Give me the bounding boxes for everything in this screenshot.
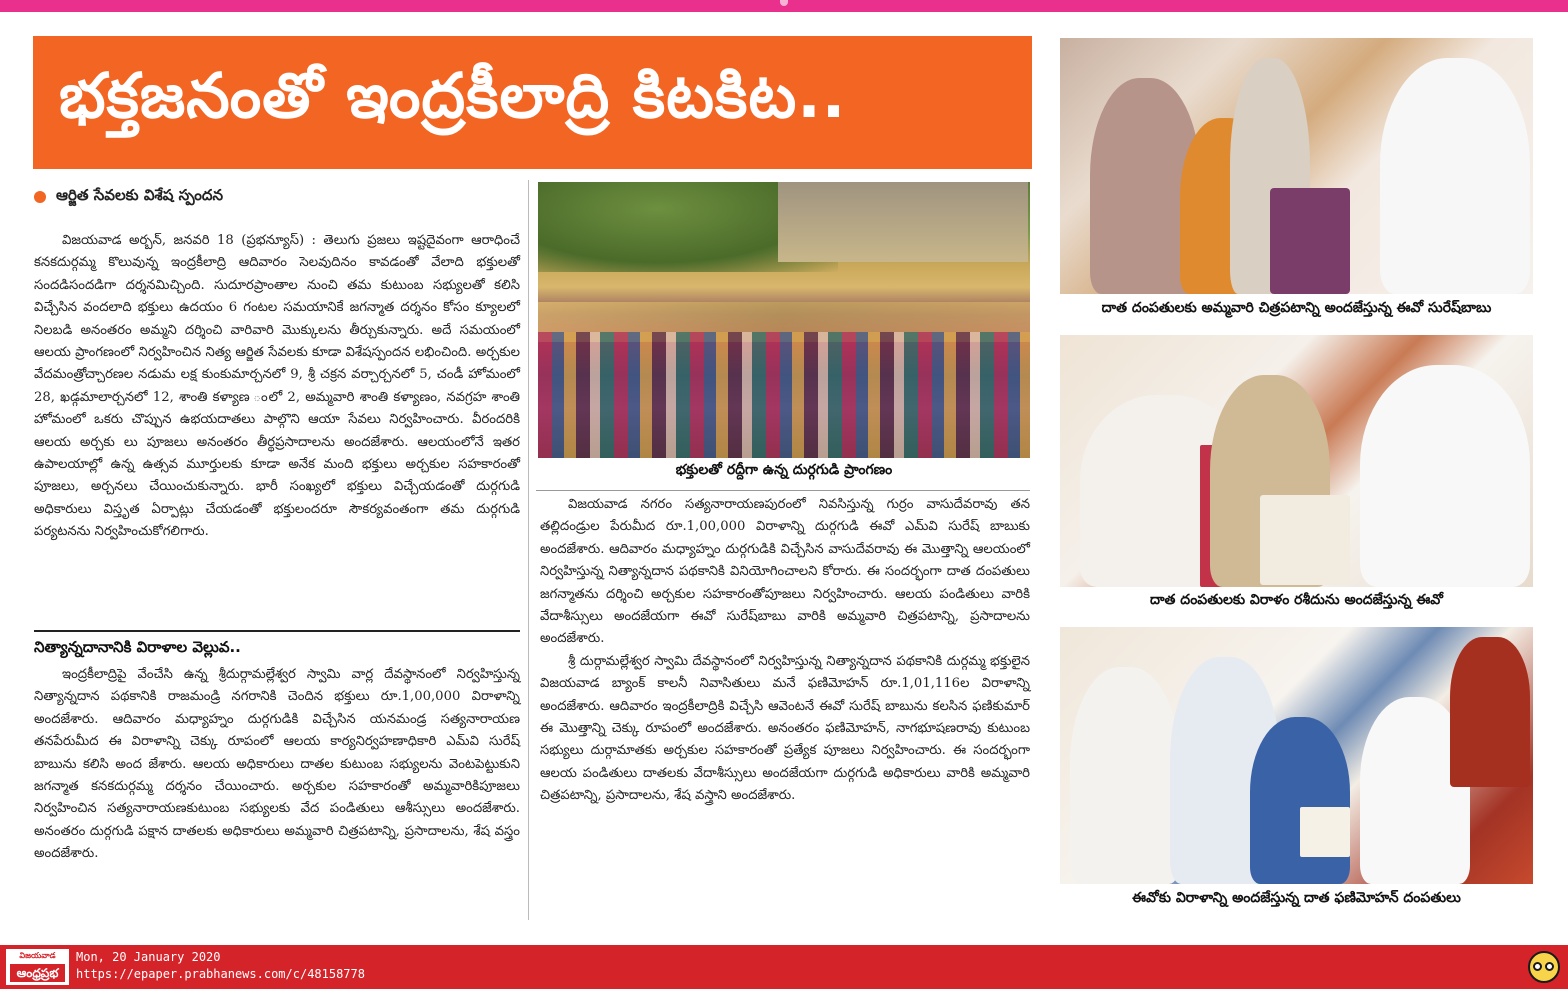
cheque — [1300, 807, 1350, 857]
footer-meta — [76, 949, 365, 983]
story-paragraph: విజయవాడ అర్బన్, జనవరి 18 (ప్రభన్యూస్) : తెలుగు ప్రజలు ఇష్టదైవంగా ఆరాధించే కనకదుర్గమ్మ కొలువున్న ఇంద్రకీలాద్రి ఆదివారం సెలవుదినం కావడంతో వేలాది భక్తులతో సందడిసందడిగా దర్శనమిచ్చింది. సుదూరప్రాంతాల నుంచి తమ కుటుంబ సభ్యులతో కలిసి విచ్చేసిన వందలాది భక్తులు ఉదయం 6 గంటల సమయానికే జగన్మాత దర్శనం కోసం క్యూలలో నిలబడి అనంతరం అమ్మని దర్శించి వారివారి మొక్కులను తీర్చుకున్నారు. అదే సమయంలో ఆలయ ప్రాంగణంలో నిర్వహించిన నిత్య ఆర్జిత సేవలకు కూడా విశేషస్పందన లభించింది. అర్చకుల వేదమంత్రోచ్చారణల నడుమ లక్ష కుంకుమార్చనలో 9, శ్రీ చక్రన వర్చార్చనలో 5, చండీ హోమంలో 28, ఖడ్గమాలార్చనలో 12, శాంతి కళ్యాణ ంలో 2, అమ్మవారి శాంతి కళ్యాణం, నవగ్రహ శాంతి హోమంలో ఒకరు చొప్పున ఉభయదాతలు పాల్గొని ఆయా సేవలు నిర్వహించారు. వీరందరికి ఆలయ అర్చకు లు పూజలు అనంతరం తీర్థప్రసాదాలను అందజేశారు. ఆలయంలోనే ఇతర ఉపాలయాల్లో ఉన్న ఉత్సవ మూర్తులకు కూడా అనేక మంది భక్తులు అర్చకుల సహకారంతో పూజలు, అర్చనలు చేయించుకున్నారు. భారీ సంఖ్యలో భక్తులు విచ్చేయడంతో దుర్గగుడి అధికారులు విస్తృత ఏర్పాట్లు చేయడంతో భక్తులందరూ సౌకర్యవంతంగా తమ దుర్గగుడి పర్యటనను నిర్వహించుకోగలిగారు. — [34, 233, 520, 540]
mid-divider — [536, 490, 1030, 491]
temple-tower — [778, 182, 1028, 262]
donation-paragraph: ఇంద్రకీలాద్రిపై వేంచేసి ఉన్న శ్రీదుర్గామల్లేశ్వర స్వామి వార్ల దేవస్థానంలో నిర్వహిస్తున్న నిత్యాన్నదాన పథకానికి రాజమండ్రి నగరానికి చెందిన భక్తులు రూ.1,00,000 విరాళాన్ని అందజేశారు. ఆదివారం మధ్యాహ్నం దుర్గగుడికి విచ్చేసిన యనమండ్ర సత్యనారాయణ తనపేరుమీద ఈ విరాళాన్ని చెక్కు రూపంలో ఆలయ కార్యనిర్వహణాధికారి ఎమ్‌వి సురేష్ బాబును కలిసి అంద జేశారు. ఆలయ అధికారులు దాతల కుటుంబ సభ్యులను వెంటపెట్టుకుని జగన్మాత కనకదుర్గమ్మ దర్శనం చేయించారు. అర్చకుల సహకారంతో అమ్మవారికిపూజలు నిర్వహించిన సత్యనారాయణకుటుంబ సభ్యులకు వేద పండితులు ఆశీస్సులు అందజేశారు. అనంతరం దుర్గగుడి పక్షాన దాతలకు అధికారులు అమ్మవారి చిత్రపటాన్ని, ప్రసాదాలను, శేష వస్త్రం అందజేశారు. — [34, 667, 520, 862]
epaper-url[interactable]: https://epaper.prabhanews.com/c/48158778 — [76, 967, 365, 981]
person-figure — [1250, 717, 1350, 884]
story-column-left — [34, 230, 520, 544]
owl-eye-icon — [1533, 962, 1542, 971]
framed-picture — [1270, 188, 1350, 294]
person-figure — [1360, 365, 1530, 587]
column-divider — [528, 180, 529, 920]
bullet-icon — [34, 191, 46, 203]
owl-mascot-icon[interactable] — [1528, 951, 1560, 983]
photo-cheque-presentation — [1060, 627, 1533, 884]
photo1-caption: దాత దంపతులకు అమ్మవారి చిత్రపటాన్ని అందజేస్తున్న ఈవో సురేష్‌బాబు — [1101, 300, 1492, 316]
person-figure — [1380, 58, 1530, 294]
story-column-middle — [540, 494, 1030, 808]
person-figure — [1070, 667, 1180, 884]
photo3-caption: ఈవోకు విరాళాన్ని అందజేస్తున్న దాత ఫణిమోహన్ దంపతులు — [1132, 890, 1461, 906]
edition-date: Mon, 20 January 2020 — [76, 950, 221, 964]
strip-marker — [780, 0, 788, 6]
photo2-caption: దాత దంపతులకు విరాళం రశీదును అందజేస్తున్న ఈవో — [1149, 592, 1443, 608]
subheading-text: ఆర్జిత సేవలకు విశేష స్పందన — [56, 186, 223, 204]
headline-banner — [33, 36, 1032, 169]
donation-paragraph-1: విజయవాడ నగరం సత్యనారాయణపురంలో నివసిస్తున్న గుర్రం వాసుదేవరావు తన తల్లిదండ్రుల పేరుమీద రూ.1,00,000 విరాళాన్ని దుర్గగుడి ఈవో ఎమ్‌వి సురేష్ బాబుకు అందజేశారు. ఆదివారం మధ్యాహ్నం దుర్గగుడికి విచ్చేసిన వాసుదేవరావు ఈ మొత్తాన్ని ఆలయంలో నిర్వహిస్తున్న నిత్యాన్నదాన పథకానికి వినియోగించాలని కోరారు. ఈ సందర్భంగా దాత దంపతులు జగన్మాతను దర్శించి అర్చకుల సహకారంతోపూజలు నిర్వహించారు. ఆలయ పండితులు వారికి వేదాశీస్సులు అందజేయగా ఈవో సురేష్‌బాబు వారికి అమ్మవారి చిత్రపటాన్ని, ప్రసాదాలను అందజేశారు. — [540, 497, 1030, 647]
devotee-crowd — [538, 332, 1030, 458]
receipt — [1260, 495, 1350, 585]
temple-crowd-photo — [538, 182, 1030, 458]
logo-masthead: ఆంధ్రప్రభ — [10, 964, 65, 982]
deity-idol — [1450, 637, 1530, 787]
top-color-strip — [0, 0, 1568, 12]
donation-story-column — [34, 664, 520, 866]
owl-eye-icon — [1545, 962, 1554, 971]
crowd-photo-caption: భక్తులతో రద్దీగా ఉన్న దుర్గగుడి ప్రాంగణం — [675, 462, 893, 478]
newspaper-logo[interactable] — [6, 949, 69, 985]
headline: భక్తజనంతో ఇంద్రకీలాద్రి కిటకిట.. — [59, 58, 847, 132]
subheading — [34, 186, 223, 208]
logo-edition: విజయవాడ — [19, 951, 56, 960]
footer-bar — [0, 945, 1568, 989]
section-heading: నిత్యాన్నదానానికి విరాళాల వెల్లువ.. — [34, 630, 520, 660]
donation-paragraph-2: శ్రీ దుర్గామల్లేశ్వర స్వామి దేవస్థానంలో నిర్వహిస్తున్న నిత్యాన్నదాన పథకానికి దుర్గమ్మ భక్తులైన విజయవాడ బ్యాంక్ కాలనీ నివాసితులు మనే ఫణిమోహన్ రూ.1,01,116ల విరాళాన్ని అందజేశారు. ఆదివారం ఇంద్రకీలాద్రికి విచ్చేసి ఆవెంటనే ఈవో సురేష్ బాబును కలసిన ఫణికుమార్ ఈ మొత్తాన్ని చెక్కు రూపంలో అందజేశారు. అనంతరం ఫణిమోహన్, నాగభూషణరావు కుటుంబ సభ్యులు దుర్గామాతకు అర్చకుల సహకారంతో ప్రత్యేక పూజలు నిర్వహించారు. ఈ సందర్భంగా ఆలయ పండితులు దాతలకు వేదాశీస్సులు అందజేయగా దుర్గగుడి అధికారులు వారికి అమ్మవారి చిత్రపటాన్ని, ప్రసాదాలను, శేష వస్త్రాని అందజేశారు. — [540, 653, 1030, 804]
photo-portrait-presentation — [1060, 38, 1533, 294]
photo-receipt-presentation — [1060, 335, 1533, 587]
